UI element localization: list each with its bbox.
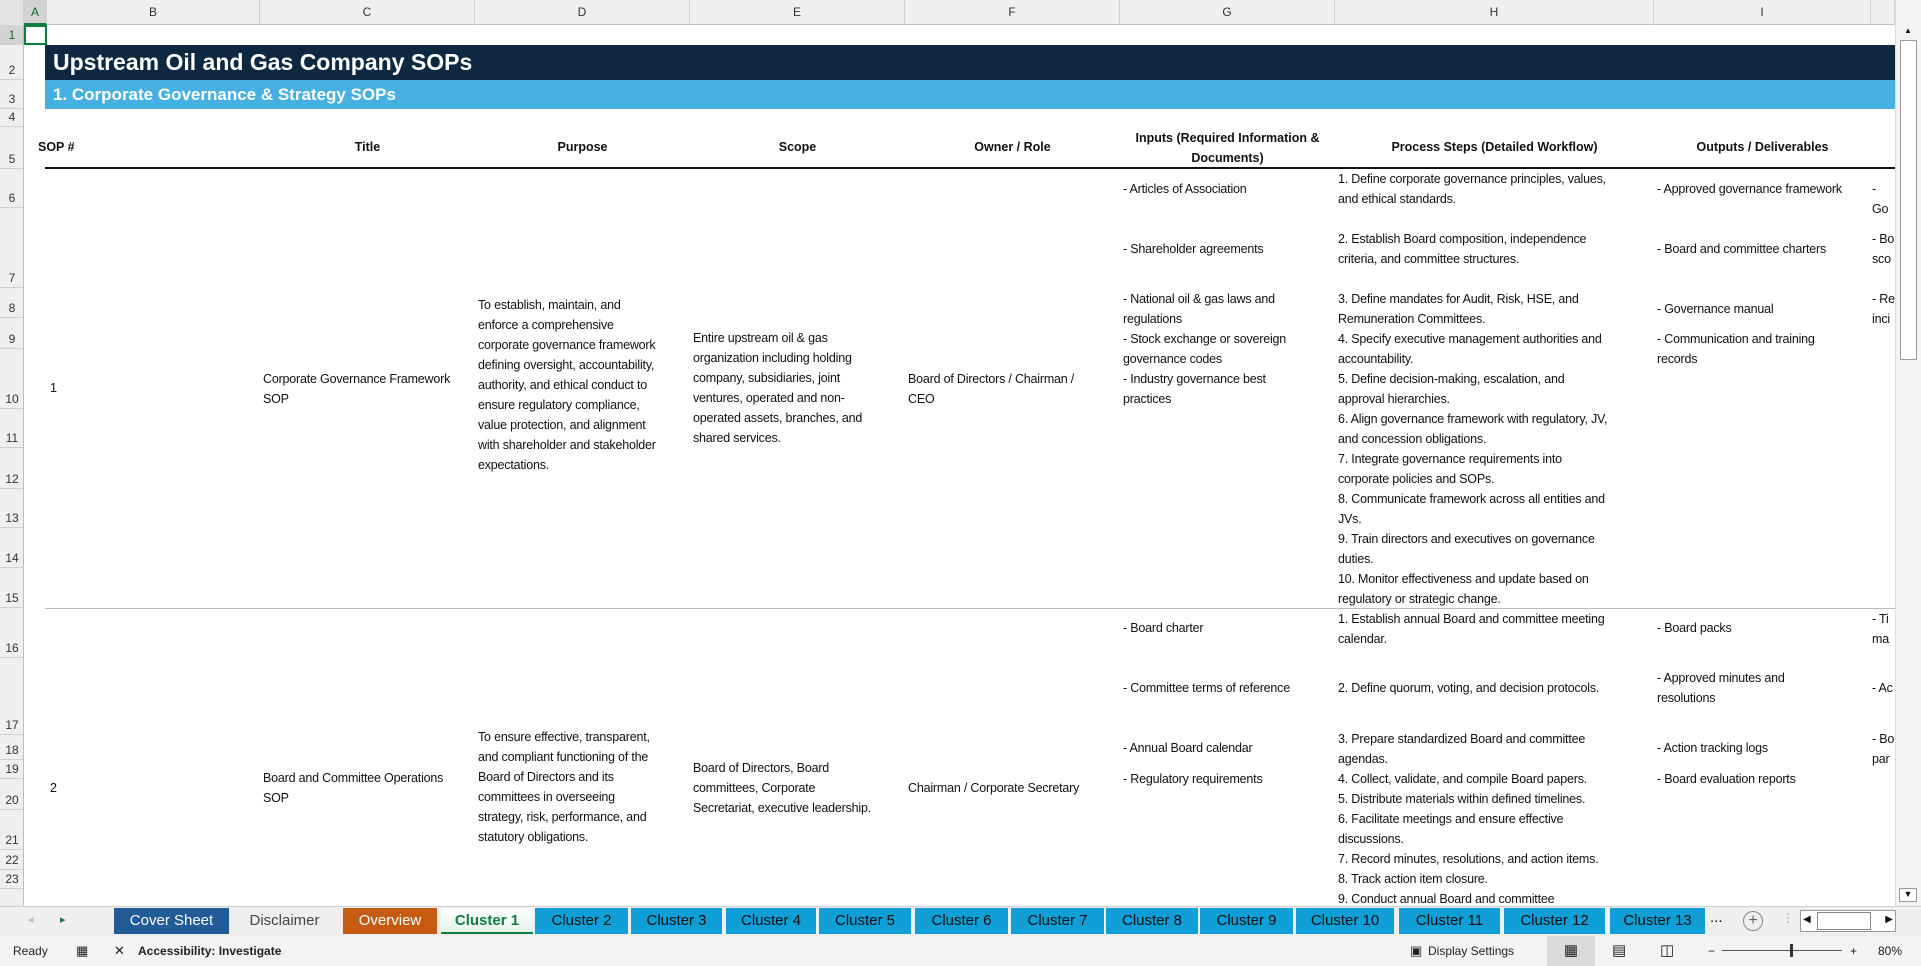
sop-outputs-item: - Communication and training records — [1657, 332, 1815, 366]
column-header-g[interactable]: G — [1120, 0, 1335, 25]
sop-steps-item: 6. Align governance framework with regulatory, JV, and concession obligations. — [1338, 412, 1608, 446]
active-cell-a1[interactable] — [24, 25, 47, 45]
sop-inputs-item: - Industry governance best practices — [1123, 372, 1266, 406]
sop-inputs-item: - Regulatory requirements — [1123, 772, 1263, 786]
sheet-tab-overview[interactable]: Overview — [343, 908, 437, 934]
column-header-h[interactable]: H — [1335, 0, 1654, 25]
column-header-c[interactable]: C — [260, 0, 475, 25]
sop-next-item: - Ti ma — [1872, 612, 1889, 646]
column-header-d[interactable]: D — [475, 0, 690, 25]
sop-inputs-item: - Articles of Association — [1123, 182, 1247, 196]
row-header-8[interactable]: 8 — [0, 288, 24, 318]
horizontal-scroll-thumb[interactable] — [1817, 912, 1871, 930]
sop-outputs-item: - Board evaluation reports — [1657, 772, 1796, 786]
tab-scroll-right-icon[interactable]: ▸ — [60, 914, 66, 926]
sheet-tab-cluster-11[interactable]: Cluster 11 — [1399, 908, 1500, 934]
sop-inputs-item: - Stock exchange or sovereign governance codes — [1123, 332, 1287, 366]
hscroll-left-icon[interactable]: ◀ — [1803, 914, 1811, 925]
sop-steps-item: 7. Integrate governance requirements into corporate policies and SOPs. — [1338, 452, 1562, 486]
sop-steps-item: 7. Record minutes, resolutions, and action items. — [1338, 852, 1599, 866]
sop-steps-item: 1. Establish annual Board and committee meeting calendar. — [1338, 612, 1605, 646]
header-outputs: Outputs / Deliverables — [1696, 140, 1829, 154]
row-header-10[interactable]: 10 — [0, 349, 24, 409]
sop-purpose: To ensure effective, transparent, and compliant functioning of the Board of Directors and its committees in overseeing strategy, risk, performance, and statutory obligations. — [478, 730, 650, 844]
header-sop-number: SOP # — [38, 140, 75, 154]
sop-num: 2 — [50, 781, 57, 795]
column-headers — [0, 0, 1921, 25]
status-ready: Ready — [13, 944, 48, 958]
sheet-title: Upstream Oil and Gas Company SOPs — [45, 45, 1895, 80]
sop-outputs-item: - Action tracking logs — [1657, 741, 1768, 755]
section-title: 1. Corporate Governance & Strategy SOPs — [45, 80, 1895, 109]
normal-view-icon[interactable]: ▦ — [1547, 936, 1595, 966]
sop-steps-item: 10. Monitor effectiveness and update based on regulatory or strategic change. — [1338, 572, 1589, 606]
row-header-11[interactable]: 11 — [0, 409, 24, 448]
sop-num: 1 — [50, 381, 57, 395]
row-header-4[interactable]: 4 — [0, 109, 24, 127]
more-tabs-button[interactable]: ... — [1710, 909, 1723, 926]
hscroll-right-icon[interactable]: ▶ — [1885, 914, 1893, 925]
add-sheet-icon[interactable]: + — [1743, 911, 1763, 931]
splitter-handle-icon[interactable]: ⋮ — [1782, 911, 1794, 925]
row-header-18[interactable]: 18 — [0, 735, 24, 760]
sop-inputs-item: - National oil & gas laws and regulations — [1123, 292, 1275, 326]
sheet-tab-cover-sheet[interactable]: Cover Sheet — [114, 908, 229, 934]
sop-title: Board and Committee Operations SOP — [263, 771, 444, 805]
sop-steps-item: 8. Track action item closure. — [1338, 872, 1488, 886]
sheet-tab-cluster-2[interactable]: Cluster 2 — [535, 908, 628, 934]
header-owner: Owner / Role — [974, 140, 1051, 154]
header-title: Title — [354, 140, 381, 154]
sheet-tab-cluster-3[interactable]: Cluster 3 — [631, 908, 722, 934]
zoom-in-button[interactable]: + — [1850, 944, 1858, 958]
sheet-tab-cluster-9[interactable]: Cluster 9 — [1200, 908, 1293, 934]
sop-steps-item: 9. Conduct annual Board and committee — [1338, 892, 1555, 906]
sop-next-item: - Re inci — [1872, 292, 1895, 326]
display-settings-button[interactable]: Display Settings — [1428, 944, 1515, 958]
sop-outputs-item: - Approved governance framework — [1657, 182, 1842, 196]
accessibility-status[interactable]: Accessibility: Investigate — [138, 944, 282, 958]
sheet-tab-disclaimer[interactable]: Disclaimer — [230, 908, 339, 934]
sop-steps-item: 3. Define mandates for Audit, Risk, HSE, and Remuneration Committees. — [1338, 292, 1579, 326]
row-header-6[interactable]: 6 — [0, 169, 24, 208]
horizontal-scrollbar[interactable] — [1800, 910, 1896, 932]
sheet-tab-cluster-13[interactable]: Cluster 13 — [1610, 908, 1705, 934]
sop-owner: Board of Directors / Chairman / CEO — [908, 372, 1075, 406]
page-break-view-icon[interactable]: ◫ — [1660, 942, 1675, 959]
sop-outputs-item: - Governance manual — [1657, 302, 1774, 316]
column-header-j[interactable] — [1871, 0, 1895, 25]
display-settings-icon[interactable]: ▣ — [1410, 943, 1423, 958]
sheet-tab-cluster-6[interactable]: Cluster 6 — [915, 908, 1008, 934]
sop-steps-item: 1. Define corporate governance principles, values, and ethical standards. — [1338, 172, 1606, 206]
zoom-level[interactable]: 80% — [1878, 944, 1903, 958]
sop-steps-item: 4. Collect, validate, and compile Board papers. — [1338, 772, 1588, 786]
sop-outputs-item: - Approved minutes and resolutions — [1657, 671, 1785, 705]
row-header-15[interactable]: 15 — [0, 568, 24, 608]
row-header-7[interactable]: 7 — [0, 208, 24, 288]
row-header-21[interactable]: 21 — [0, 810, 24, 850]
zoom-slider-thumb[interactable] — [1790, 944, 1793, 957]
sheet-tab-cluster-7[interactable]: Cluster 7 — [1011, 908, 1104, 934]
sheet-tab-cluster-4[interactable]: Cluster 4 — [726, 908, 816, 934]
scroll-up-icon[interactable]: ▲ — [1904, 26, 1912, 35]
sop-next-item: - Bo sco — [1872, 232, 1895, 266]
sop-inputs-item: - Board charter — [1123, 621, 1204, 635]
sheet-tab-cluster-12[interactable]: Cluster 12 — [1504, 908, 1605, 934]
sop-steps-item: 2. Establish Board composition, independence criteria, and committee structures. — [1338, 232, 1587, 266]
row-header-17[interactable]: 17 — [0, 658, 24, 735]
status-bar — [0, 936, 1921, 966]
header-border — [45, 167, 1895, 169]
sop-next-item: - Go — [1872, 182, 1889, 216]
header-purpose: Purpose — [557, 140, 608, 154]
sop-inputs-item: - Annual Board calendar — [1123, 741, 1253, 755]
sop-inputs-item: - Committee terms of reference — [1123, 681, 1290, 695]
header-process-steps: Process Steps (Detailed Workflow) — [1391, 140, 1598, 154]
header-scope: Scope — [778, 140, 817, 154]
column-header-a[interactable]: A — [24, 0, 47, 25]
row-header-9[interactable]: 9 — [0, 318, 24, 349]
sop-next-item: - Bo par — [1872, 732, 1895, 766]
row-header-13[interactable]: 13 — [0, 489, 24, 528]
sop-steps-item: 5. Define decision-making, escalation, and approval hierarchies. — [1338, 372, 1565, 406]
sop-steps-item: 8. Communicate framework across all entities and JVs. — [1338, 492, 1605, 526]
sheet-tab-cluster-1[interactable]: Cluster 1 — [441, 908, 533, 934]
scroll-down-icon[interactable]: ▼ — [1899, 888, 1917, 902]
accessibility-icon[interactable]: ✕ — [114, 943, 125, 958]
sop-owner: Chairman / Corporate Secretary — [908, 781, 1080, 795]
tab-scroll-left-icon[interactable]: ◂ — [28, 914, 34, 926]
row-header-19[interactable]: 19 — [0, 760, 24, 779]
sop-steps-item: 5. Distribute materials within defined timelines. — [1338, 792, 1586, 806]
sheet-tab-cluster-8[interactable]: Cluster 8 — [1106, 908, 1198, 934]
row-header-2[interactable]: 2 — [0, 45, 24, 80]
zoom-slider[interactable] — [1722, 950, 1842, 951]
zoom-out-button[interactable]: − — [1708, 944, 1716, 958]
row-header-16[interactable]: 16 — [0, 608, 24, 658]
row-header-23[interactable]: 23 — [0, 870, 24, 889]
sop-steps-item: 4. Specify executive management authorities and accountability. — [1338, 332, 1602, 366]
row-header-5[interactable]: 5 — [0, 127, 24, 169]
row-header-12[interactable]: 12 — [0, 448, 24, 489]
row-header-1[interactable]: 1 — [0, 25, 24, 45]
sop-outputs-item: - Board packs — [1657, 621, 1732, 635]
vertical-scroll-thumb[interactable] — [1900, 40, 1917, 360]
page-layout-view-icon[interactable]: ▤ — [1612, 942, 1627, 959]
sop-scope: Entire upstream oil & gas organization including holding company, subsidiaries, joint ventures, operated and non- operated assets, branches, and shared services. — [693, 331, 863, 445]
row-divider — [45, 608, 1895, 609]
sop-inputs-item: - Shareholder agreements — [1123, 242, 1264, 256]
sop-scope: Board of Directors, Board committees, Corporate Secretariat, executive leadership. — [693, 761, 872, 815]
sop-steps-item: 3. Prepare standardized Board and committee agendas. — [1338, 732, 1586, 766]
vertical-scrollbar[interactable] — [1895, 0, 1921, 906]
row-header-22[interactable]: 22 — [0, 850, 24, 870]
sheet-grid[interactable] — [24, 25, 1895, 906]
row-header-14[interactable]: 14 — [0, 528, 24, 568]
column-header-f[interactable]: F — [905, 0, 1120, 25]
header-inputs: Inputs (Required Information & Documents) — [1135, 131, 1320, 165]
sheet-tab-cluster-5[interactable]: Cluster 5 — [819, 908, 911, 934]
sop-title: Corporate Governance Framework SOP — [263, 372, 451, 406]
sheet-tab-cluster-10[interactable]: Cluster 10 — [1296, 908, 1394, 934]
sop-purpose: To establish, maintain, and enforce a comprehensive corporate governance framework defining oversight, accountability, authority, and ethical conduct to ensure regulatory compliance, value protection, and alignment with shareholder and stakeholder expectations. — [478, 298, 656, 472]
sop-steps-item: 9. Train directors and executives on governance duties. — [1338, 532, 1595, 566]
macro-record-icon[interactable]: ▦ — [76, 943, 89, 958]
column-header-i[interactable]: I — [1654, 0, 1871, 25]
row-header-20[interactable]: 20 — [0, 779, 24, 810]
sop-steps-item: 2. Define quorum, voting, and decision protocols. — [1338, 681, 1600, 695]
sheet-tab-bar — [0, 906, 1921, 936]
sop-steps-item: 6. Facilitate meetings and ensure effective discussions. — [1338, 812, 1564, 846]
select-all-button[interactable] — [0, 0, 24, 25]
column-header-e[interactable]: E — [690, 0, 905, 25]
row-header-3[interactable]: 3 — [0, 80, 24, 109]
sop-next-item: - Ac — [1872, 681, 1893, 695]
sop-outputs-item: - Board and committee charters — [1657, 242, 1827, 256]
column-header-b[interactable]: B — [47, 0, 260, 25]
row-headers — [0, 25, 24, 906]
